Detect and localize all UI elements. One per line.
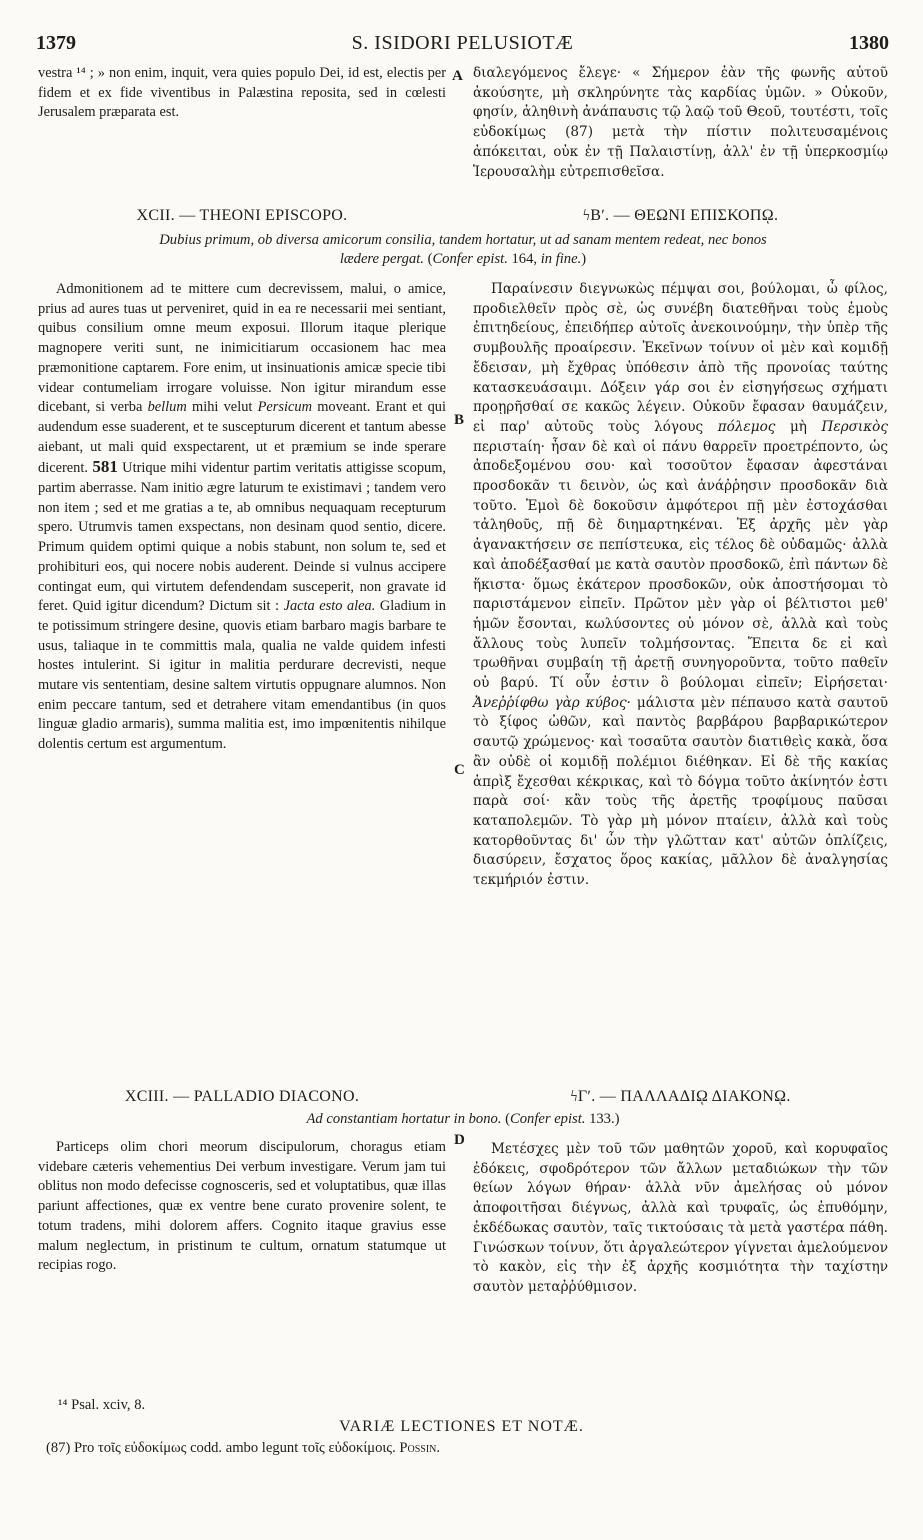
paren-close: ): [614, 1111, 620, 1127]
latin-part-2: moveant. Erant et qui audendum esse suaderent, et te suscepturum dicerent et tantum abesse aiebant, ut mali quid exspectarent, ut et præmium se inde sperare dicerent.: [38, 399, 446, 477]
continuation-greek-text: διαλεγόμενος ἔλεγε· « Σήμερον ἐὰν τῆς φωνῆς αὐτοῦ ἀκούσητε, μὴ σκληρύνητε τὰς καρδίας ὑμῶν. » Οὐκοῦν, φησίν, ἀληθινὴ ἀνάπαυσις τῷ λαῷ τοῦ Θεοῦ, τουτέστι, τοῖς εὐδοκίμως (87) μετὰ τὴν πίστιν πολιτευσαμένοις ἀπόκειται, οὐκ ἐν τῇ Παλαιστίνῃ, ἀλλ' ἐν τῇ ὑπερκοσμίῳ Ἱερουσαλὴμ εὐτρεπισθεῖσα.: [473, 65, 888, 180]
latin-part-4: Gladium in te potissimum stringere desine, quovis etiam barbaro magis barbare te usus, taliaque in te committis mala, qualia ne valde quidem infesti hostes intulerint. Si igitur in malitia perdurare decrevisti, neque mutare vis sententiam, desine saltem virtutis oppugnare alumnos. Non enim peccare tantum, sed et detrahere vitam emendantibus (in quos linguæ gladio armaris), summa malitia est, imo impœnitentis nihilque dolentis certum est argumentum.: [38, 598, 446, 753]
letter-92-argument: [38, 231, 888, 269]
greek-me: μὴ: [789, 418, 807, 435]
letter-93-heading-greek: ϟΓʹ. — ΠΑΛΛΑΔΙῼ ΔΙΑΚΟΝῼ.: [570, 1088, 791, 1105]
letter-93-argument: [38, 1110, 888, 1129]
latin-part-1: Admonitionem ad te mittere cum decrevissem, malui, o amice, prius ad aures tuas ut perveniret, quid in ea re necessarii mei sentiant, quibus consilium omne meum exposui. Illorum itaque plerique magnopere veriti sunt, ne inimicitiarum occasionem hac mea præmonitione captarem. Fore enim, ut insinuationis amicæ specie tibi videar contumeliam irrogare voluisse. Non igitur mirandum esse dicebant, si verba: [38, 281, 446, 416]
letter-92-heading-latin: XCII. — THEONI EPISCOPO.: [136, 207, 348, 224]
letter-92-fine: in fine.: [540, 251, 582, 267]
letter-93-confer: Confer epist.: [510, 1111, 586, 1127]
margin-letter-d: D: [454, 1132, 465, 1148]
letter-93-latin: [38, 1138, 446, 1276]
letter-92-heading-greek: ϟΒʹ. — ΘΕΩΝΙ ΕΠΙΣΚΟΠῼ.: [582, 207, 779, 224]
letter-92-latin: [38, 280, 446, 755]
notes-title: VARIÆ LECTIONES ET NOTÆ.: [339, 1418, 584, 1435]
continuation-greek: [473, 64, 888, 182]
running-head: [36, 32, 889, 58]
letter-92-confer: Confer epist.: [432, 251, 508, 267]
letter-92-latin-text: [38, 280, 446, 755]
margin-letter-b: B: [454, 412, 465, 428]
letter-93-heading-latin: XCIII. — PALLADIO DIACONO.: [124, 1088, 360, 1105]
letter-92-greek: [473, 280, 888, 891]
greek-anerriphtho: Ἀνεῤῥίφθω γὰρ κύβος·: [473, 694, 631, 711]
greek-part-2: περιστaίη· ἦσαν δὲ καὶ οἱ πάνυ θαρρεῖν προετρέποντο, ὡς ἀποδεξομένου σου· καὶ τοσοῦτον ἔφασαν ἀφεστάναι προσδοκᾶν τι δεινὸν, ὡς καὶ ἀνάῤῥησιν προσδοκᾶν διὰ τοῦτο. Ἐμοὶ δὲ δοκοῦσιν ἀμφότεροι πῇ μὲν ἐστοχάσθαι τἀληθοῦς, πῇ δὲ διημαρτηκέναι. Ἐξ ἀρχῆς μὲν γὰρ ἀγανακτήσειν σε πεπίστευκα, εἰς τέλος δὲ οὐδαμῶς· ἀλλὰ καὶ ἀποδέξασθαί με κατὰ σαυτὸν προσδοκῶ, ἐπὶ πάντων δὲ ἥκιστα· ὅμως ἑκάτερον προσδοκῶν, οὐκ ἀποστήσομαι τὸ παριστάμενον εἰπεῖν. Πρῶτον μὲν γὰρ οἱ βέλτιστοι μεθ' ἡμῶν ἔσονται, κωλύσοντες οὐ μόνον σὲ, ἀλλὰ καὶ τοὺς ἄλλους τοὺς λυπεῖν τολμήσοντας. Ἔπειτα δε εἰ καὶ τρωθῆναι συμβαίη τῇ ἀρετῇ συνηγοροῦντα, τοῦτο παθεῖν οὐ βαρύ. Τί οὖν ἐστιν ὃ βούλομαι εἰπεῖν; Εἰρήσεται·: [473, 438, 888, 692]
note-87-author: Possin.: [399, 1440, 441, 1456]
right-column-number: 1380: [849, 32, 889, 54]
letter-92-argument-line1: Dubius primum, ob diversa amicorum consilia, tandem hortatur, ut ad sanam mentem redeat, nec bonos: [159, 232, 767, 248]
margin-letter-a: A: [452, 68, 463, 84]
footnote: ¹⁴ Psal. xciv, 8.: [58, 1397, 146, 1413]
margin-letter-c: C: [454, 762, 465, 778]
letter-93-greek: [473, 1140, 888, 1298]
latin-jacta: Jacta esto alea.: [283, 598, 376, 615]
continuation-latin: [38, 64, 446, 123]
letter-93-argument-text: Ad constantiam hortatur in bono.: [306, 1111, 502, 1127]
latin-bellum: bellum: [147, 399, 187, 416]
left-column-number: 1379: [36, 32, 76, 54]
letter-93-ref: 133.: [589, 1111, 615, 1127]
greek-part-1: Παραίνεσιν διεγνωκὼς πέμψαι σοι, βούλομαι, ὦ φίλος, προδιελθεῖν πρὸς σὲ, ὡς συνέβη διατεθῆναι τοὺς ἐμοὺς ἐπιτηδείους, ἐπειδήπερ αὐτοῖς ἀνεκοινούμην, τὴν ὑπὲρ τῆς συμβουλῆς προαίρεσιν. Ἐκεῖνων τοίνυν οἱ μὲν καὶ κομιδῇ ἔδεισαν, μὴ ἔχθρας ὑπόθεσιν ἀπὸ τῆς προνοίας ταύτης κατασκευάσαιμι. Δόξειν γάρ σοι ἐν εἰσηγήσεως σχήματι προῃρῆσθαί σε κακῶς λέγειν. Οὐκοῦν ἔφασαν θαυμάζειν, εἰ παρ' αὐτοῦς τοὺς λόγους: [473, 281, 888, 435]
letter-93-latin-text: Particeps olim chori meorum discipulorum, choragus etiam videbare cæteris vehementius Dei verbum investigare. Verum jam tui oblitus non modo defecisse cognosceris, sed et voluptatibus, quæ illas pariunt affectiones, quæ ex ventre bene curato provenire solent, te totum tradens, mihi dolorem affers. Cognito itaque gravius esse malum neglectum, in pristinum te cultum, ornatum statumque ut recipias rogo.: [38, 1139, 446, 1274]
continuation-latin-text: vestra ¹⁴ ; » non enim, inquit, vera quies populo Dei, id est, electis per fidem et ex fide viventibus in Palæstina reposita, sed in cœlesti Jerusalem præparata est.: [38, 65, 446, 121]
letter-92-argument-line2: lædere pergat.: [339, 251, 424, 267]
greek-part-3: μάλιστα μὲν πέπαυσο κατὰ σαυτοῦ τὸ ξίφος ὠθῶν, καὶ παντὸς βαρβάρου βαρβαρικώτερον σαυτῷ χρώμενος· καὶ τοσαῦτα σαυτὸν διατιθεὶς κακὰ, ὅσα ἂν οὐδὲ οἱ κομιδῇ πολέμιοι διέθηκαν. Εἰ δὲ τῆς κακίας ἁπρὶξ ἔχεσθαι κέκρικας, καὶ τὸ δόγμα τοῦτο ἀκίνητόν ἐστι παρὰ σοί· κἂν τοὺς τῆς ἀρετῆς τροφίμους παῦσαι καταπολεμῶν. Τὸ γὰρ μὴ μόνον πταίειν, ἀλλὰ καὶ τοὺς κατορθοῦντας δι' ὧν τὴν γλῶτταν κατ' αὐτῶν ὁπλίζεις, διασύρειν, ἔσχατος ὅρος κακίας, μᾶλλον δὲ ἀναλγησίας τεκμήριόν ἐστιν.: [473, 694, 888, 889]
latin-mihi: mihi velut: [192, 399, 253, 416]
page-mark: 581: [92, 457, 118, 477]
letter-92-greek-text: [473, 280, 888, 891]
paren-close: ): [581, 251, 587, 267]
note-87-text: (87) Pro τοῖς εὐδοκίμως codd. ambo legunt τοῖς εὐδοκίμοις.: [46, 1440, 396, 1456]
latin-persicum: Persicum: [257, 399, 312, 416]
latin-part-3: Utrique mihi videntur partim veritatis attigisse scopum, partim aberrasse. Nam initio ægre laturum te existimavi ; tandem vero non item ; sed et me gratias a te, ab omnibus nequaquam recepturum spero. Utrumvis tamen exspectans, non desinam quod sentio, dicere. Primum quidem optimi quique a nobis stabunt, non solum te, sed et prohibituri eos, qui nocere nobis auderent. Deinde si vulnus accipere contingat eum, qui virtutem defendendam susceperit, non gravate id feret. Quid igitur dicendum? Dictum sit :: [38, 460, 446, 615]
paren-open: (: [427, 251, 433, 267]
greek-persikos: Περσικὸς: [821, 418, 888, 435]
running-title: S. ISIDORI PELUSIOTÆ: [351, 32, 574, 54]
greek-polemos: πόλεμος: [717, 418, 776, 435]
note-87: [46, 1440, 886, 1457]
letter-93-greek-text: Μετέσχες μὲν τοῦ τῶν μαθητῶν χοροῦ, καὶ κορυφαῖος ἐδόκεις, σφοδρότερον τῶν ἄλλων μεταδιώκων τὴν τῶν θείων λόγων θήραν· ἀλλὰ νῦν ἀμελήσας οὐ μόνον ἀποφοιτῆσαι διέγνως, ἀλλὰ καὶ τρυφαῖς, ὡς ἐπυθόμην, ἐκδέδωκας σαυτὸν, ταῖς τικτούσαις τὰ μετὰ γαστέρα πάθη. Γινώσκων τοίνυν, ὅτι ἀργαλεώτερον γίγνεται ἀμελούμενον τὸ κακὸν, εἰς τὴν ἐξ ἀρχῆς κοσμιότητα τὴν ταχίστην σαυτὸν μεταῤῥύθμισον.: [473, 1141, 888, 1295]
letter-92-ref: 164,: [511, 251, 538, 267]
paren-open: (: [505, 1111, 511, 1127]
